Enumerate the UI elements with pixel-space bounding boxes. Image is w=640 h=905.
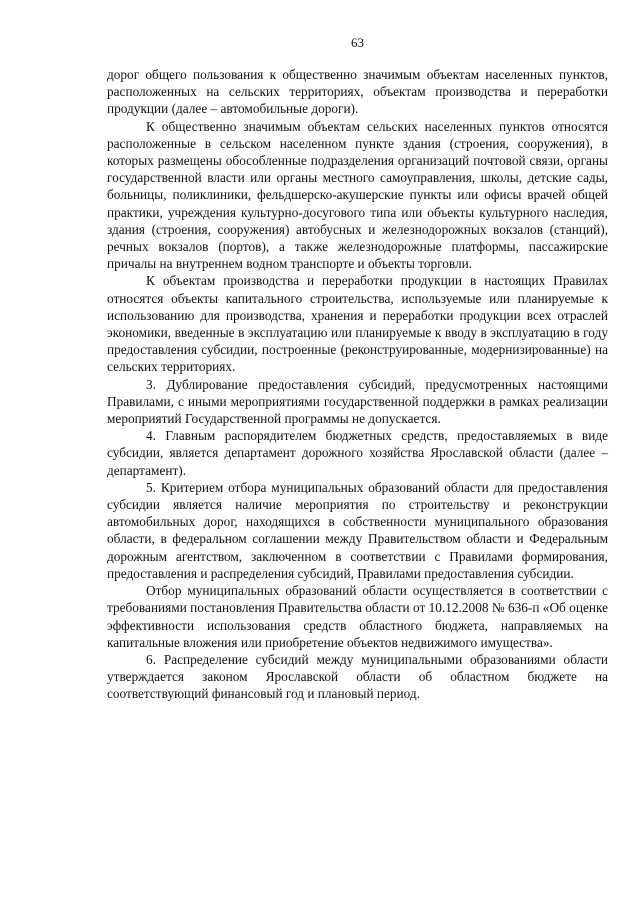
paragraph-production-objects: К объектам производства и переработки продукции в настоящих Правилах относятся объекты капитального строительства, используемые или планируемые к использованию для производства, хранения и переработки продукции всех отраслей экономики, введенные в эксплуатацию или планируемые к вводу в эксплуатацию в году предоставления субсидии, построенные (реконструированные, модернизированные) на сельских территориях. bbox=[107, 273, 608, 375]
paragraph-item-4: 4. Главным распорядителем бюджетных средств, предоставляемых в виде субсидии, является департамент дорожного хозяйства Ярославской области (далее – департамент). bbox=[107, 428, 608, 478]
page-number: 63 bbox=[351, 35, 364, 50]
paragraph-item-6: 6. Распределение субсидий между муниципальными образованиями области утверждается законом Ярославской области об областном бюджете на соответствующий финансовый год и плановый период. bbox=[107, 651, 608, 702]
paragraph-public-objects: К общественно значимым объектам сельских населенных пунктов относятся расположенные в сельском населенном пункте здания (строения, сооружения), в которых размещены обособленные подразделения организаций почтовой связи, органы государственной власти или органы местного самоуправления, школы, детские сады, больницы, поликлиники, фельдшерско-акушерские пункты или офисы врачей общей практики, учреждения культурно-досугового типа или объекты культурного наследия, здания (строения, сооружения) автобусных и железнодорожных вокзалов (станций), речных вокзалов (портов), а также железнодорожные платформы, пассажирские причалы на внутреннем водном транспорте и объекты торговли. bbox=[107, 118, 608, 272]
paragraph-item-5: 5. Критерием отбора муниципальных образований области для предоставления субсидии является наличие мероприятия по строительству и реконструкции автомобильных дорог, находящихся в собственности муниципального образования области, в федеральном соглашении между Правительством области и Федеральным дорожным агентством, заключенном в соответствии с Правилами формирования, предоставления и распределения субсидий, Правилами предоставления субсидии. bbox=[107, 479, 608, 581]
paragraph-roads-continuation: дорог общего пользования к общественно значимым объектам населенных пунктов, расположенных на сельских территориях, объектам производства и переработки продукции (далее – автомобильные дороги). bbox=[107, 67, 608, 117]
paragraph-item-3: 3. Дублирование предоставления субсидий, предусмотренных настоящими Правилами, с иными мероприятиями государственной поддержки в рамках реализации мероприятий Государственной программы не допускается. bbox=[107, 376, 608, 427]
paragraph-selection: Отбор муниципальных образований области осуществляется в соответствии с требованиями постановления Правительства области от 10.12.2008 № 636-п «Об оценке эффективности использования средств областного бюджета, направляемых на капитальные вложения или приобретение объектов недвижимого имущества». bbox=[107, 583, 608, 650]
